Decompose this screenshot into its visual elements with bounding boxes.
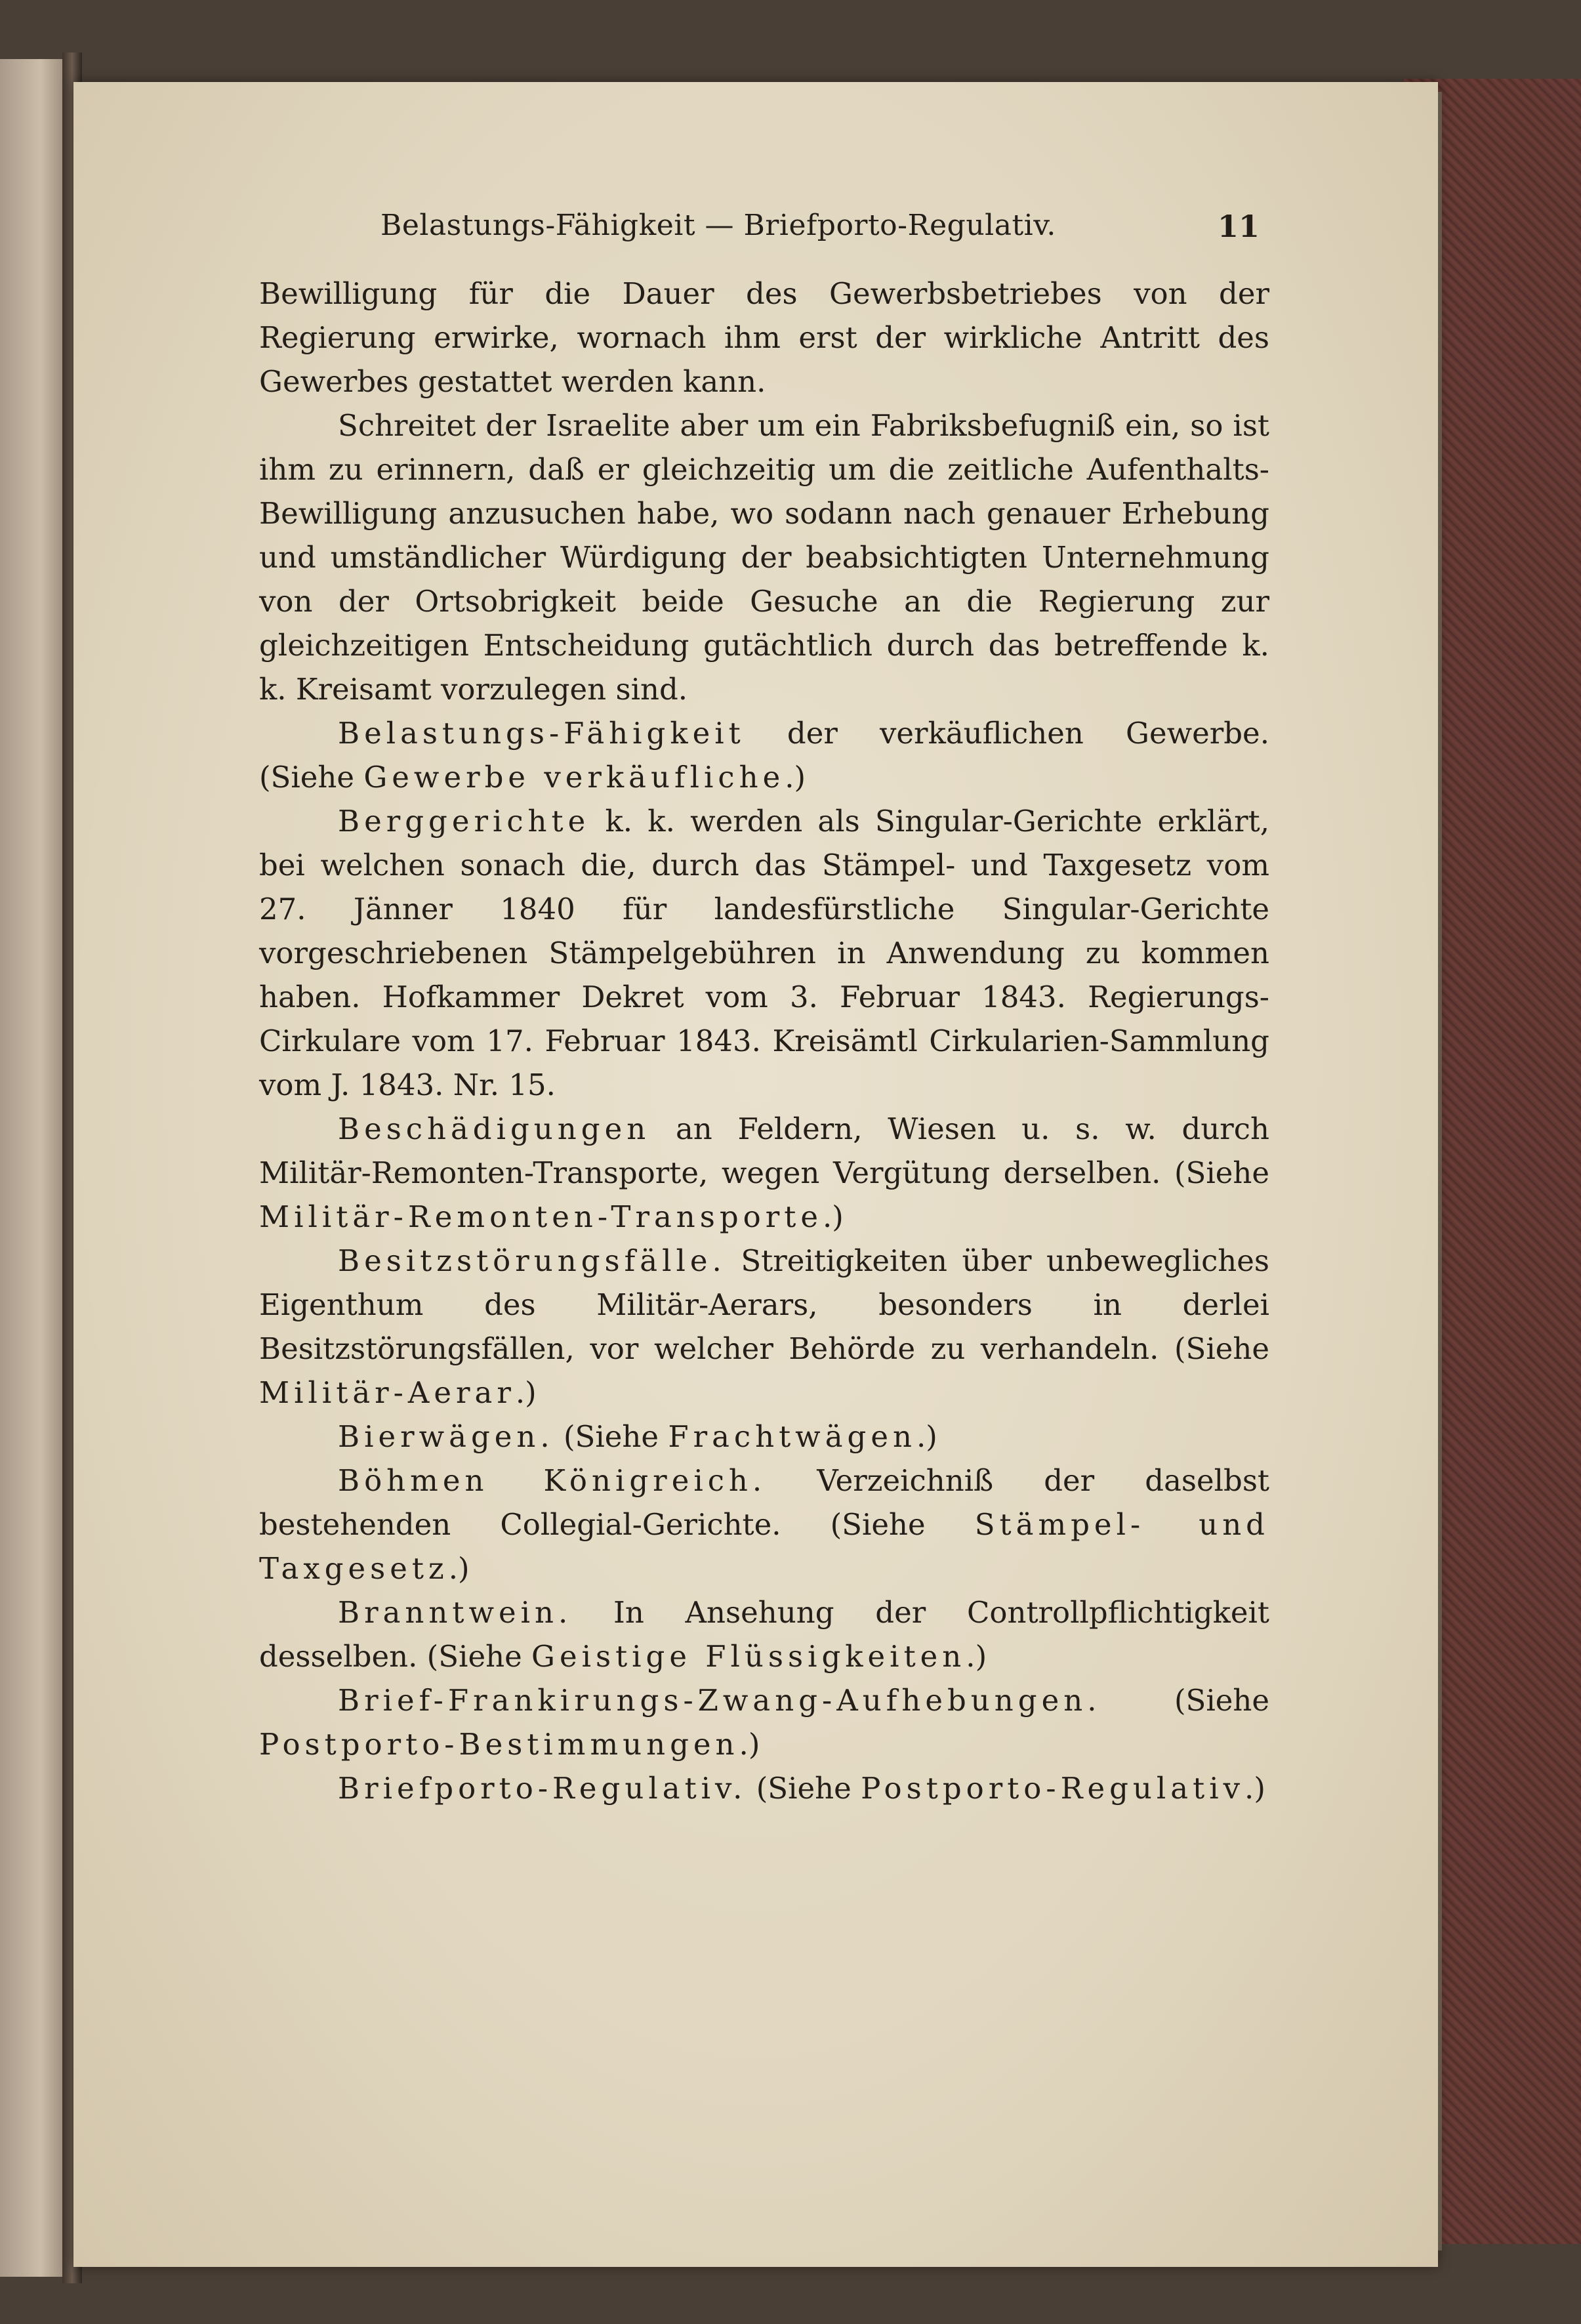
entry-text: (Siehe	[1174, 1683, 1269, 1718]
paragraph-1	[259, 404, 1269, 711]
entry-reference: Frachtwägen	[668, 1419, 916, 1454]
entry-reference: Militär-Aerar	[259, 1375, 516, 1410]
entry-keyword: Branntwein.	[338, 1595, 573, 1630]
entry-reference: Postporto-Regulativ	[861, 1771, 1245, 1806]
entry-text: (Siehe	[756, 1771, 852, 1806]
entry-text: (Siehe	[564, 1419, 659, 1454]
entry-keyword: Böhmen Königreich.	[338, 1463, 767, 1498]
entry-text: k. k. werden als Singular-Gerichte erklärt, bei welchen sonach die, durch das Stämpel- und Taxgesetz vom 27. Jänner 1840 für landesfürstliche Singular-Gerichte vorgeschriebenen Stämpelgebühren in Anwendung zu kommen haben. Hofkammer Dekret vom 3. Februar 1843. Regierungs-Cirkulare vom 17. Februar 1843. Kreisämtl Cirkularien-Sammlung vom J. 1843. Nr. 15.	[259, 804, 1269, 1102]
entry-beschaedigungen	[259, 1107, 1269, 1239]
entry-text: Verzeichniß der daselbst bestehenden Collegial-Gerichte. (Siehe	[259, 1463, 1269, 1542]
entry-text: der verkäuflichen Gewerbe. (Siehe	[259, 716, 1269, 795]
entry-berggerichte	[259, 799, 1269, 1107]
entry-text: Streitigkeiten über unbewegliches Eigenthum des Militär-Aerars, besonders in derlei Besitzstörungsfällen, vor welcher Behörde zu verhandeln. (Siehe	[259, 1243, 1269, 1366]
paragraph-0	[259, 272, 1269, 404]
entry-reference: Geistige Flüssigkeiten	[531, 1639, 966, 1674]
entry-besitzstoerungsfaelle	[259, 1239, 1269, 1415]
entry-close: .)	[1244, 1771, 1265, 1806]
paragraph-text: Schreitet der Israelite aber um ein Fabriksbefugniß ein, so ist ihm zu erinnern, daß er gleichzeitig um die zeitliche Aufenthalts-Bewilligung anzusuchen habe, wo sodann nach genauer Erhebung und umständlicher Würdigung der beabsichtigten Unternehmung von der Ortsobrigkeit beide Gesuche an die Regierung zur gleichzeitigen Entscheidung gutächtlich durch das betreffende k. k. Kreisamt vorzulegen sind.	[259, 408, 1269, 707]
entry-reference: Postporto-Bestimmungen	[259, 1727, 739, 1762]
entry-text: an Feldern, Wiesen u. s. w. durch Militär-Remonten-Transporte, wegen Vergütung derselben. (Siehe	[259, 1111, 1269, 1190]
page-content	[259, 209, 1269, 1810]
entry-close: .)	[823, 1199, 844, 1234]
entry-keyword: Bierwägen.	[338, 1419, 554, 1454]
entry-keyword: Briefporto-Regulativ.	[338, 1771, 747, 1806]
entry-text: In Ansehung der Controllpflichtigkeit desselben. (Siehe	[259, 1595, 1269, 1674]
entry-belastungs-faehigkeit	[259, 711, 1269, 799]
entry-reference: Stämpel- und Taxgesetz	[259, 1507, 1269, 1586]
running-head	[259, 209, 1269, 251]
running-head-title: Belastungs-Fähigkeit — Briefporto-Regulativ.	[380, 209, 1056, 242]
entry-brief-frankirungs-zwang	[259, 1678, 1269, 1766]
entry-keyword: Belastungs-Fähigkeit	[338, 716, 745, 751]
entry-keyword: Berggerichte	[338, 804, 590, 839]
entry-close: .)	[785, 760, 806, 795]
entry-keyword: Besitzstörungsfälle.	[338, 1243, 726, 1278]
entry-briefporto-regulativ	[259, 1766, 1269, 1810]
entry-close: .)	[966, 1639, 987, 1674]
entry-close: .)	[448, 1551, 470, 1586]
entry-keyword: Brief-Frankirungs-Zwang-Aufhebungen.	[338, 1683, 1101, 1718]
paragraph-text: Bewilligung für die Dauer des Gewerbsbetriebes von der Regierung erwirke, wornach ihm erst der wirkliche Antritt des Gewerbes gestattet werden kann.	[259, 276, 1269, 399]
entry-close: .)	[739, 1727, 760, 1762]
entry-reference: Gewerbe verkäufliche	[363, 760, 785, 795]
entry-reference: Militär-Remonten-Transporte	[259, 1199, 823, 1234]
entry-branntwein	[259, 1590, 1269, 1678]
entry-boehmen-koenigreich	[259, 1459, 1269, 1590]
entry-bierwaegen	[259, 1415, 1269, 1459]
page-number: 11	[1217, 209, 1260, 244]
entry-keyword: Beschädigungen	[338, 1111, 651, 1146]
entry-close: .)	[916, 1419, 937, 1454]
entry-close: .)	[515, 1375, 537, 1410]
